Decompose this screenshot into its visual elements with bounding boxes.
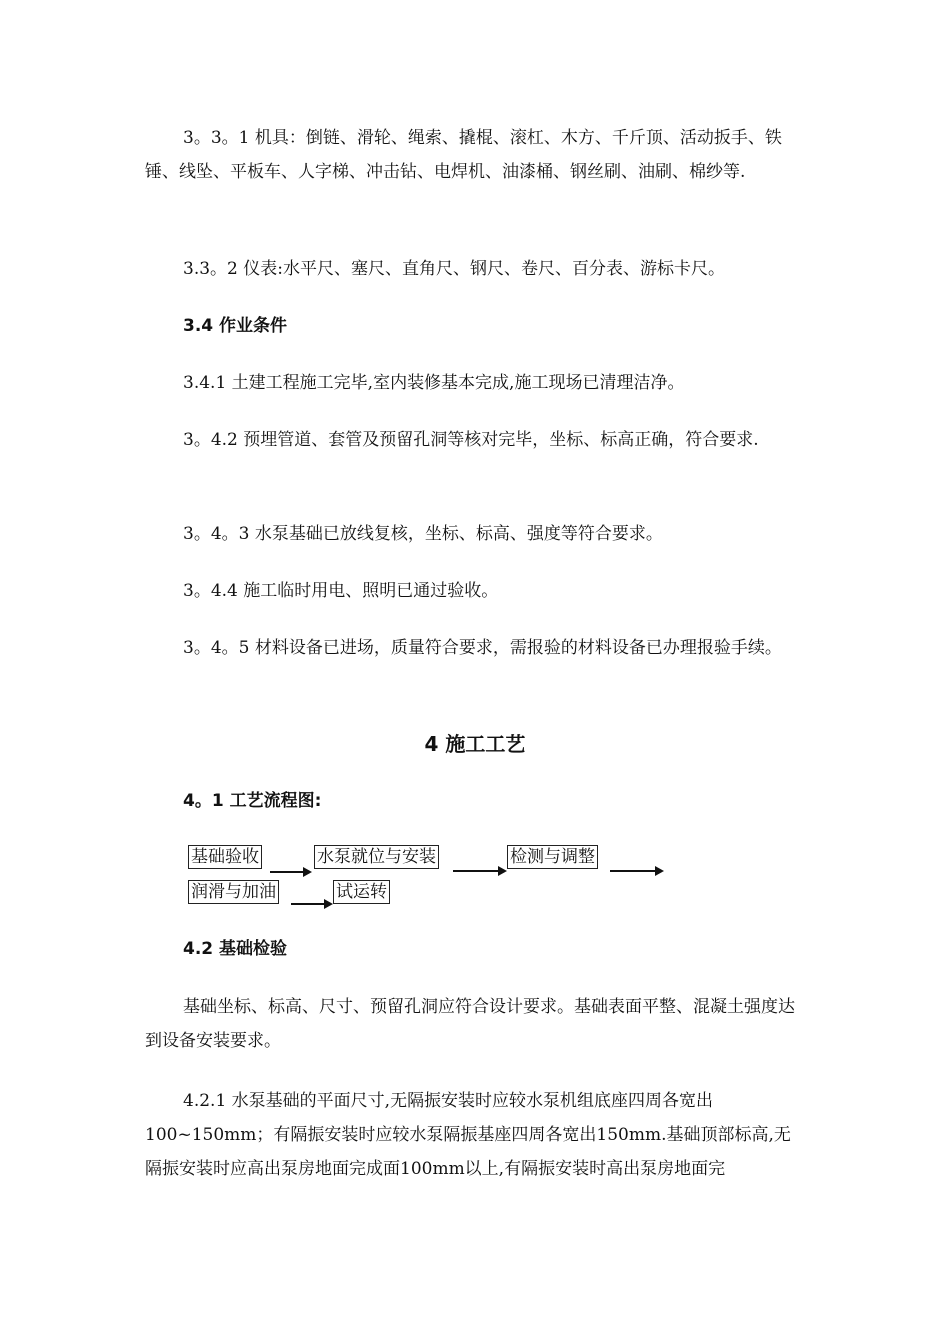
paragraph-3-3-1: 3。3。1 机具：倒链、滑轮、绳索、撬棍、滚杠、木方、千斤顶、活动扳手、铁锤、线坠、平板车、人字梯、冲击钻、电焊机、油漆桶、钢丝刷、油刷、棉纱等. xyxy=(145,128,782,182)
paragraph-3-4-1: 3.4.1 土建工程施工完毕,室内装修基本完成,施工现场已清理洁净。 xyxy=(183,373,685,393)
heading-4-2: 4.2 基础检验 xyxy=(183,939,288,959)
flow-arrow-4 xyxy=(291,899,333,909)
flow-step-test-adjust: 检测与调整 xyxy=(507,845,598,869)
flow-arrow-1 xyxy=(270,867,312,877)
paragraph-3-3-2: 3.3。2 仪表:水平尺、塞尺、直角尺、钢尺、卷尺、百分表、游标卡尺。 xyxy=(183,259,725,279)
heading-4-1: 4。1 工艺流程图: xyxy=(183,791,322,811)
paragraph-4-2: 基础坐标、标高、尺寸、预留孔洞应符合设计要求。基础表面平整、混凝土强度达到设备安装要求。 xyxy=(145,997,795,1051)
section-title-4: 4 施工工艺 xyxy=(424,732,526,756)
flow-step-pump-installation: 水泵就位与安装 xyxy=(314,845,439,869)
flow-step-foundation-acceptance: 基础验收 xyxy=(188,845,262,869)
paragraph-4-2-1: 4.2.1 水泵基础的平面尺寸,无隔振安装时应较水泵机组底座四周各宽出100~150mm；有隔振安装时应较水泵隔振基座四周各宽出150mm.基础顶部标高,无隔振安装时应高出泵房地面完成面100mm以上,有隔振安装时高出泵房地面完 xyxy=(145,1091,791,1179)
paragraph-3-4-5: 3。4。5 材料设备已进场，质量符合要求，需报验的材料设备已办理报验手续。 xyxy=(183,638,782,658)
paragraph-3-4-2: 3。4.2 预埋管道、套管及预留孔洞等核对完毕，坐标、标高正确，符合要求. xyxy=(183,430,759,450)
flow-arrow-2 xyxy=(453,866,507,876)
flow-arrow-3 xyxy=(610,866,664,876)
paragraph-3-4-4: 3。4.4 施工临时用电、照明已通过验收。 xyxy=(183,581,499,601)
heading-3-4: 3.4 作业条件 xyxy=(183,316,288,336)
flow-step-trial-run: 试运转 xyxy=(333,880,390,904)
flow-step-lubrication: 润滑与加油 xyxy=(188,880,279,904)
paragraph-3-4-3: 3。4。3 水泵基础已放线复核，坐标、标高、强度等符合要求。 xyxy=(183,524,663,544)
